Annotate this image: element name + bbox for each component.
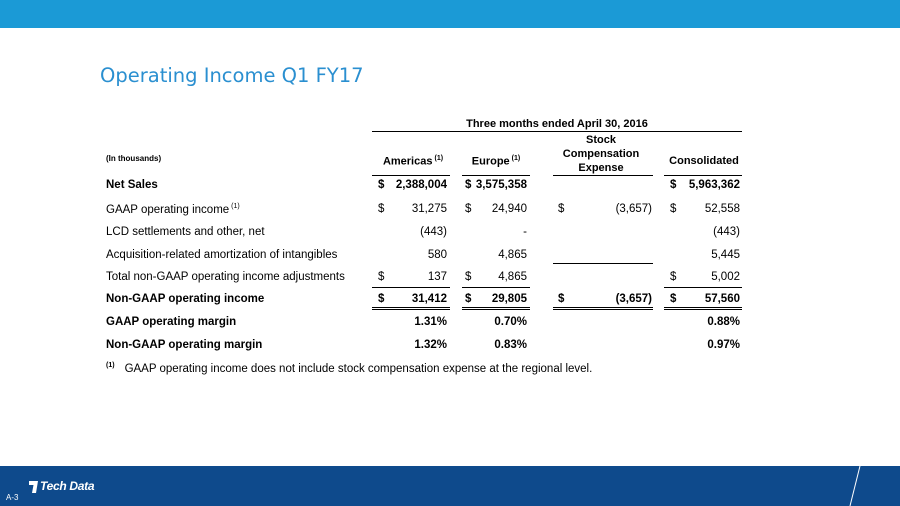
double-rule-consolidated bbox=[664, 307, 742, 310]
table-cell-value: 0.70% bbox=[494, 316, 527, 328]
header-americas bbox=[376, 152, 450, 169]
table-cell-value: 1.31% bbox=[414, 316, 447, 328]
header-underline-europe bbox=[462, 175, 530, 176]
table-cell-value: (443) bbox=[713, 226, 740, 238]
table-cell-value: 3,575,358 bbox=[475, 179, 527, 191]
top-accent-bar bbox=[0, 0, 900, 28]
rule-total-europe bbox=[462, 287, 530, 288]
table-cell-value: (443) bbox=[420, 226, 447, 238]
row-label-text: LCD settlements and other, net bbox=[106, 226, 265, 238]
dollar-sign: $ bbox=[670, 203, 677, 215]
table-cell-value: 24,940 bbox=[491, 203, 527, 215]
footnote-text: GAAP operating income does not include stock compensation expense at the regional level. bbox=[124, 362, 593, 375]
header-underline-consolidated bbox=[664, 175, 742, 176]
row-label bbox=[106, 293, 264, 305]
tech-data-logo-text: Tech Data bbox=[40, 479, 95, 493]
rule-total-consolidated bbox=[664, 287, 742, 288]
dollar-sign: $ bbox=[465, 203, 472, 215]
table-cell-value: 1.32% bbox=[414, 339, 447, 351]
header-americas-label: Americas bbox=[382, 155, 433, 168]
dollar-sign: $ bbox=[378, 203, 385, 215]
header-stock-line-1: Stock bbox=[586, 134, 616, 146]
dollar-sign: $ bbox=[378, 293, 385, 305]
table-cell-value: 5,002 bbox=[711, 271, 740, 283]
header-europe bbox=[460, 152, 532, 169]
row-label-text: Acquisition-related amortization of intangibles bbox=[106, 249, 338, 261]
table-cell-value: 5,963,362 bbox=[688, 179, 740, 191]
row-label-text: Total non-GAAP operating income adjustments bbox=[106, 271, 345, 283]
double-rule-americas bbox=[372, 307, 450, 310]
table-cell-value: 52,558 bbox=[704, 203, 740, 215]
units-note: (In thousands) bbox=[106, 154, 162, 163]
row-label bbox=[106, 249, 337, 261]
footer-bar bbox=[0, 466, 900, 506]
table-cell-value: 137 bbox=[427, 271, 447, 283]
row-label bbox=[106, 226, 265, 238]
row-label-text: GAAP operating margin bbox=[106, 316, 237, 328]
period-header: Three months ended April 30, 2016 bbox=[372, 118, 742, 132]
header-stock-line-2: Compensation bbox=[562, 148, 640, 160]
table-cell-value: 57,560 bbox=[704, 293, 740, 305]
header-stock-compensation bbox=[548, 133, 654, 175]
page-number: A-3 bbox=[6, 493, 19, 502]
dollar-sign: $ bbox=[670, 293, 677, 305]
table-cell-value: 4,865 bbox=[498, 249, 527, 261]
table-cell-value: (3,657) bbox=[615, 203, 652, 215]
header-stock-line-3: Expense bbox=[578, 162, 624, 174]
row-label bbox=[106, 316, 236, 328]
dollar-sign: $ bbox=[465, 179, 472, 191]
table-cell-value: 0.88% bbox=[707, 316, 740, 328]
table-cell-value: 29,805 bbox=[491, 293, 527, 305]
table-cell-value: 2,388,004 bbox=[395, 179, 447, 191]
footer-divider bbox=[848, 466, 862, 506]
table-cell-value: 31,275 bbox=[411, 203, 447, 215]
row-label-text: Non-GAAP operating margin bbox=[106, 339, 263, 351]
table-cell-value: 5,445 bbox=[711, 249, 740, 261]
table-cell-value: 580 bbox=[427, 249, 447, 261]
header-europe-footnote: (1) bbox=[511, 155, 521, 162]
row-label-text: GAAP operating income bbox=[106, 203, 230, 216]
row-label bbox=[106, 179, 158, 191]
dollar-sign: $ bbox=[670, 271, 677, 283]
table-cell-value: 4,865 bbox=[498, 271, 527, 283]
row-label bbox=[106, 271, 345, 283]
header-consolidated: Consolidated bbox=[669, 155, 739, 167]
header-europe-label: Europe bbox=[471, 155, 510, 168]
dollar-sign: $ bbox=[378, 179, 385, 191]
table-cell-value: 31,412 bbox=[411, 293, 447, 305]
double-rule-stock bbox=[553, 307, 653, 310]
rule-stock-subtotal bbox=[553, 263, 653, 264]
row-footnote-marker: (1) bbox=[231, 203, 240, 210]
double-rule-europe bbox=[462, 307, 530, 310]
row-label bbox=[106, 203, 240, 216]
dollar-sign: $ bbox=[670, 179, 677, 191]
dollar-sign: $ bbox=[558, 293, 565, 305]
row-label-text: Non-GAAP operating income bbox=[106, 293, 265, 305]
footnote bbox=[106, 362, 592, 375]
table-cell-value: 0.83% bbox=[494, 339, 527, 351]
header-underline-americas bbox=[372, 175, 450, 176]
rule-total-americas bbox=[372, 287, 450, 288]
header-underline-stock bbox=[553, 175, 653, 176]
dollar-sign: $ bbox=[558, 203, 565, 215]
footnote-marker: (1) bbox=[106, 362, 115, 369]
dollar-sign: $ bbox=[465, 293, 472, 305]
header-americas-footnote: (1) bbox=[434, 155, 444, 162]
row-label-text: Net Sales bbox=[106, 179, 158, 191]
table-cell-value: - bbox=[523, 226, 527, 238]
dollar-sign: $ bbox=[465, 271, 472, 283]
row-label bbox=[106, 339, 262, 351]
dollar-sign: $ bbox=[378, 271, 385, 283]
page-title: Operating Income Q1 FY17 bbox=[100, 64, 364, 87]
table-cell-value: (3,657) bbox=[615, 293, 652, 305]
table-cell-value: 0.97% bbox=[707, 339, 740, 351]
